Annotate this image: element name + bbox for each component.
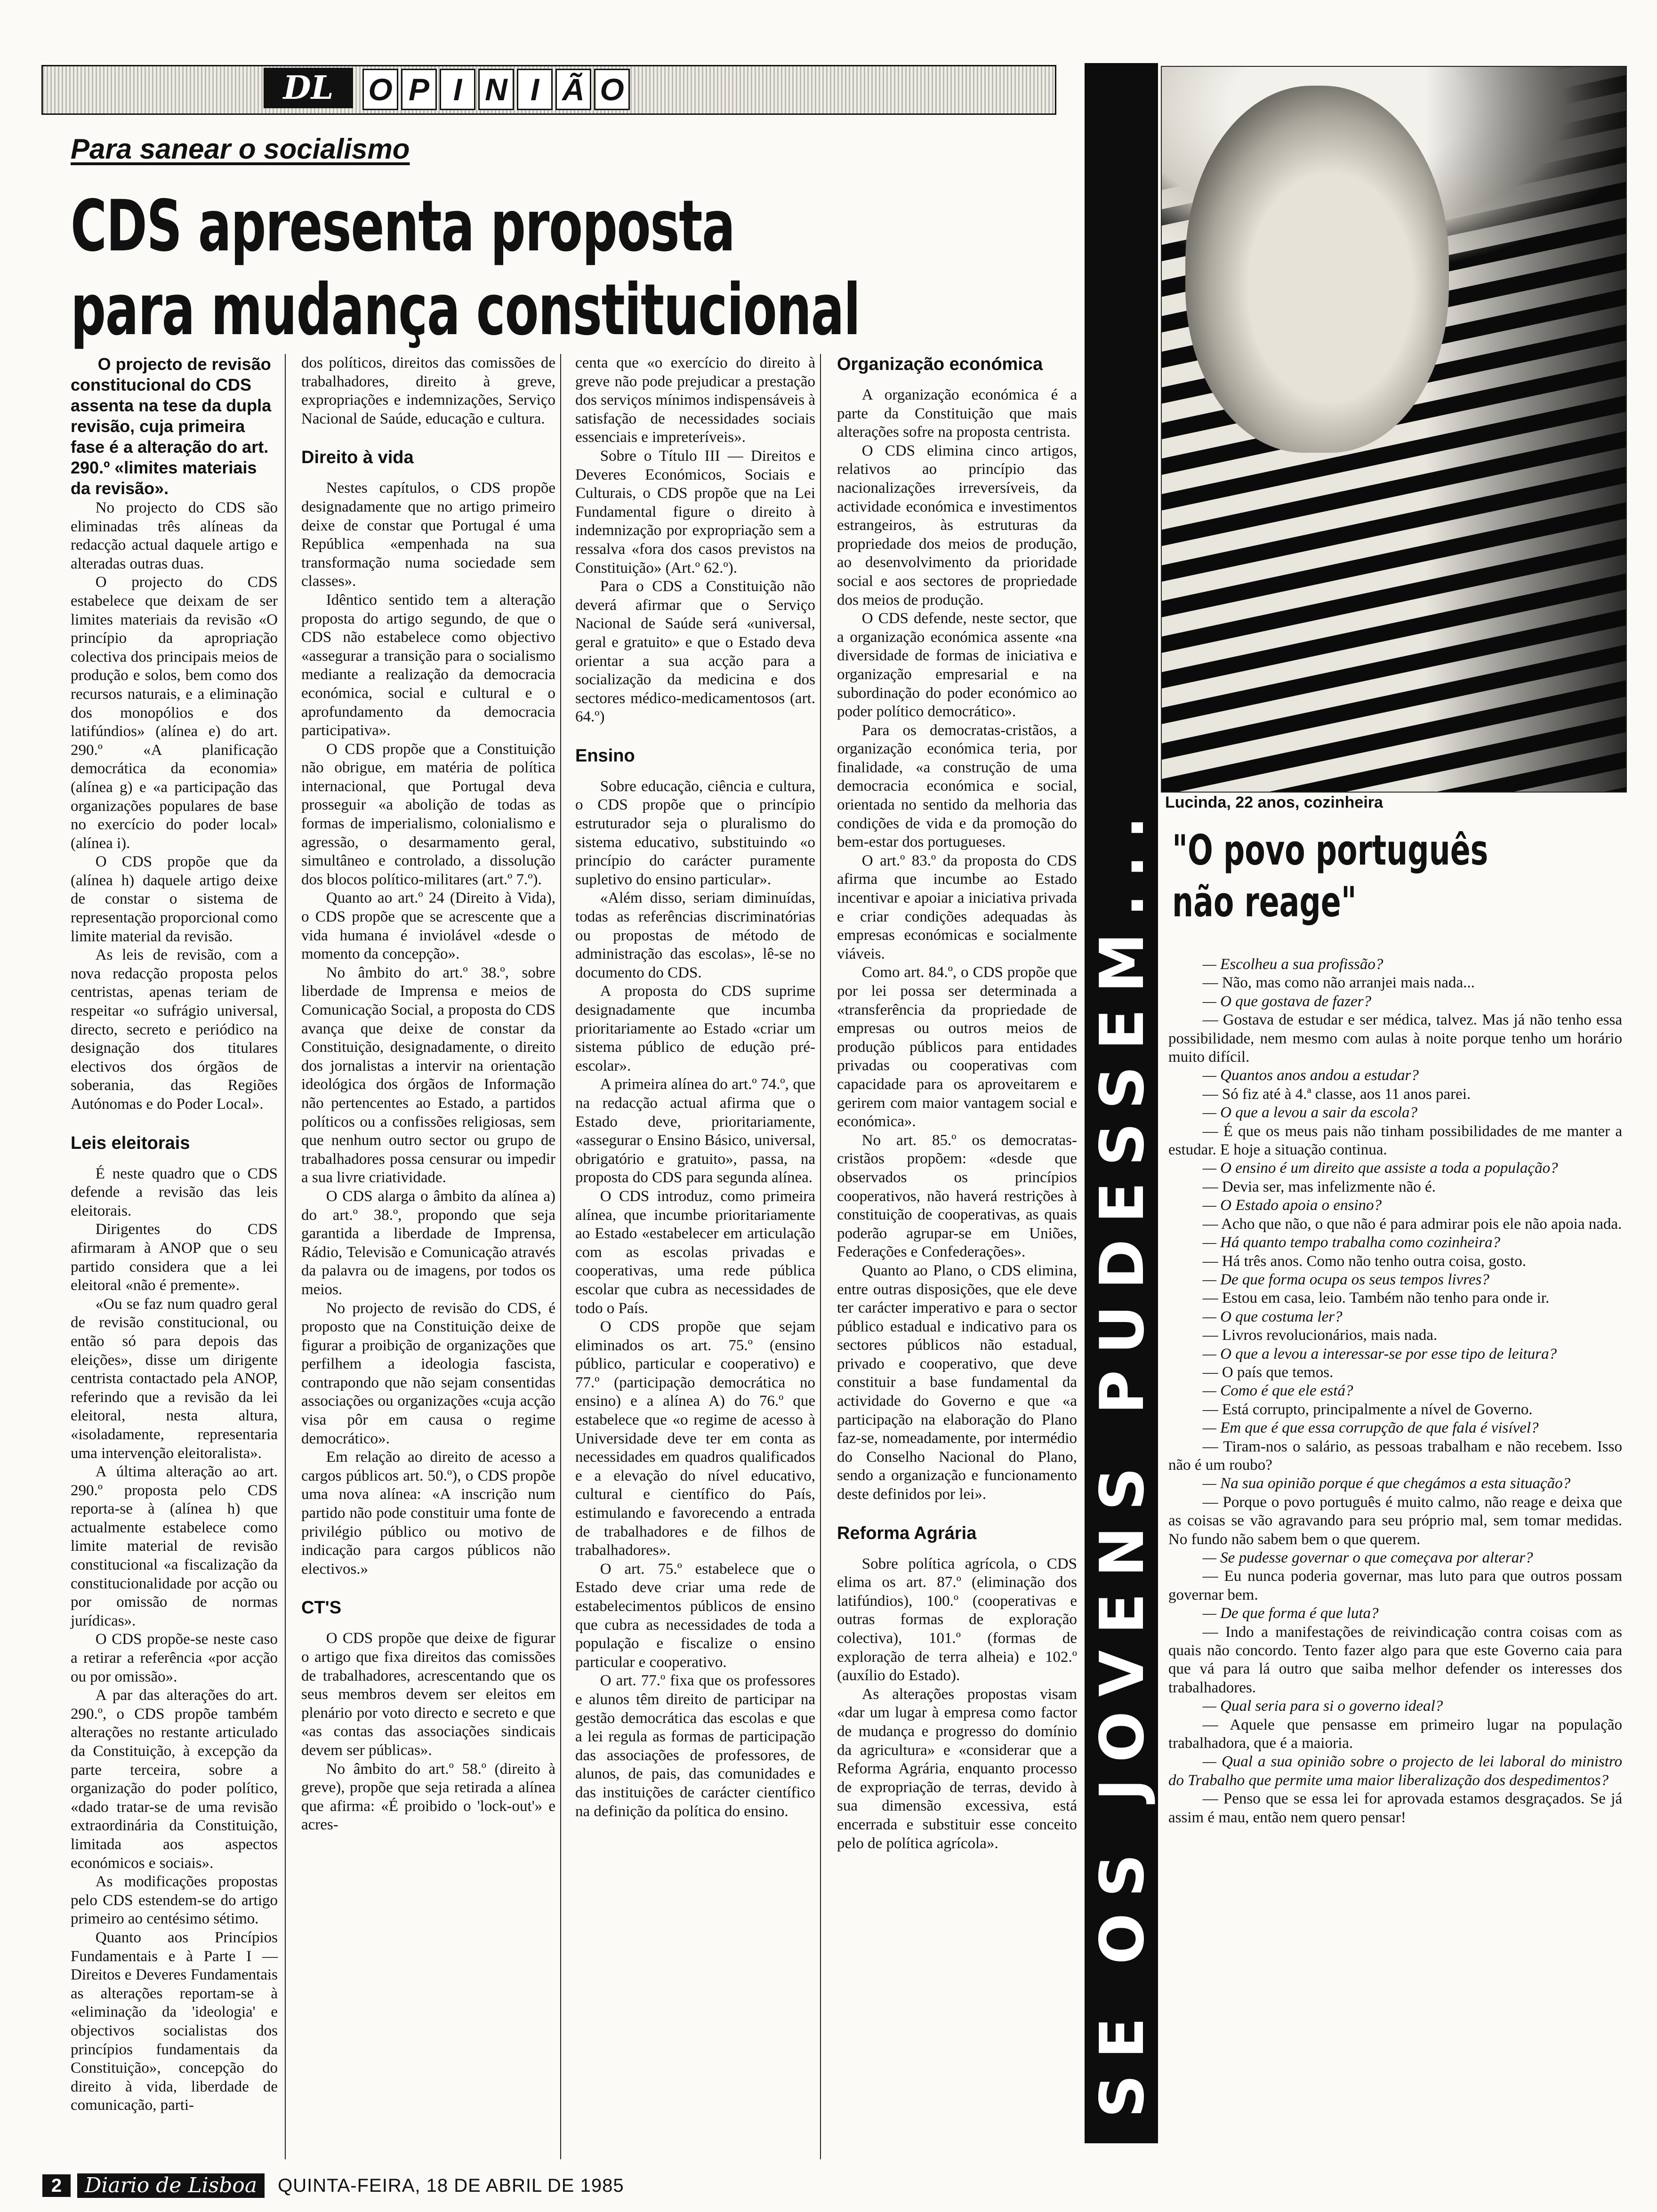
interview-answer: — É que os meus pais não tinham possibilidades de me manter a estudar. E hoje a situação continua. <box>1168 1122 1622 1159</box>
paragraph: Sobre política agrícola, o CDS elima os art. 87.º (eliminação dos latifúndios), 100.º (cooperativas e outras formas de exploração colectiva), 101.º (formas de exploração de terra alheia) e 102.º (auxílio do Estado). <box>837 1555 1077 1684</box>
paragraph: O CDS propõe que deixe de figurar o artigo que fixa direitos das comissões de trabalhadores, acrescentando que os seus membros devem ser eleitos em plenário por voto directo e secreto e que «as contas das associações sindicais devem ser públicas». <box>301 1630 555 1759</box>
section-letter: I <box>440 69 475 110</box>
section-title-opiniao <box>362 69 633 107</box>
paragraph: O CDS introduz, como primeira alínea, que incumbe prioritariamente ao Estado «estabelecer em articulação com as escolas privadas e cooperativas, uma rede pública escolar que cubra as necessidades de todo o País. <box>575 1187 815 1317</box>
portrait-photo <box>1161 66 1627 793</box>
paragraph: As alterações propostas visam «dar um lugar à empresa como factor de mudança e progresso do domínio da agricultura» e «considerar que a Reforma Agrária, enquanto processo de expropriação de terras, devido à sua dimensão excessiva, está encerrada e substituir esse conceito pelo de política agrícola». <box>837 1685 1077 1852</box>
interview-question: — Qual seria para si o governo ideal? <box>1202 1698 1443 1715</box>
interview-question: — O que costuma ler? <box>1202 1308 1343 1325</box>
section-letter: N <box>478 69 514 110</box>
paragraph: A última alteração ao art. 290.º proposta pelo CDS reporta-se à (alínea h) que actualmente estabelece como limite material de revisão constitucional «a fiscalização da constitucionalidade por acção ou por omissão de normas jurídicas». <box>71 1463 278 1629</box>
section-letter: O <box>362 69 398 110</box>
section-letter: Ã <box>555 69 591 110</box>
paragraph: Nestes capítulos, o CDS propõe designadamente que no artigo primeiro deixe de constar que Portugal é uma República «empenhada na sua transformação numa sociedade sem classes». <box>301 480 555 590</box>
headline-line-2: para mudança constitucional <box>71 269 860 351</box>
column-rule <box>560 354 561 2159</box>
interview-question: — De que forma ocupa os seus tempos livres? <box>1202 1271 1489 1288</box>
paragraph: O art. 77.º fixa que os professores e alunos têm direito de participar na gestão democrática das escolas e que a lei regula as formas de participação das associações de professores, de alunos, de pais, das comunidades e das instituições de carácter científico na definição da política do ensino. <box>575 1672 815 1820</box>
paragraph: Para o CDS a Constituição não deverá afirmar que o Serviço Nacional de Saúde será «universal, geral e gratuito» e que o Estado deva orientar a sua acção para a socialização da medicina e dos sectores médico-medicamentosos (art. 64.º) <box>575 578 815 726</box>
interview-answer: — Penso que se essa lei for aprovada estamos desgraçados. Se já assim é mau, então nem quero pensar! <box>1168 1790 1622 1826</box>
article-column-1 <box>71 354 278 2115</box>
paragraph: O CDS alarga o âmbito da alínea a) do art.º 38.º, propondo que seja garantida a liberdade de Imprensa, Rádio, Televisão e Comunicação através da palavra ou de imagens, por todos os meios. <box>301 1187 555 1298</box>
article-kicker: Para sanear o socialismo <box>71 133 410 165</box>
subheading-ensino: Ensino <box>575 745 635 766</box>
article-column-4 <box>837 354 1077 1853</box>
paragraph: «Ou se faz num quadro geral de revisão constitucional, ou então só para depois das eleições», disse um dirigente centrista contactado pela ANOP, referindo que a revisão da lei eleitoral, nesta altura, «isoladamente, representaria uma intervenção eleitoralista». <box>71 1295 278 1462</box>
paragraph: O art.º 83.º da proposta do CDS afirma que incumbe ao Estado incentivar e apoiar a iniciativa privada e criar condições adequadas às empresas económicas e socialmente viáveis. <box>837 852 1077 962</box>
paragraph: O projecto do CDS estabelece que deixam de ser limites materiais da revisão «O princípio da apropriação colectiva dos principais meios de produção e solos, bem como dos recursos naturais, e a eliminação dos monopólios e dos latifúndios» (alínea e) do art. 290.º «A planificação democrática da economia» (alínea g) e «a participação das organizações populares de base no exercício do poder local» (alínea i). <box>71 574 278 852</box>
page-footer <box>42 2173 624 2198</box>
paragraph: Sobre educação, ciência e cultura, o CDS propõe que o princípio estruturador seja o pluralismo do sistema educativo, substituindo «o princípio do carácter puramente supletivo do ensino particular». <box>575 777 815 888</box>
paragraph: Dirigentes do CDS afirmaram à ANOP que o seu partido considera que a lei eleitoral «não é premente». <box>71 1221 278 1294</box>
interview-answer: — Livros revolucionários, mais nada. <box>1202 1327 1438 1344</box>
interview-question: — Escolheu a sua profissão? <box>1202 956 1384 973</box>
paragraph: No projecto de revisão do CDS, é proposto que na Constituição deixe de figurar a proibição de organizações que perfilhem a ideologia fascista, contrapondo que não sejam consentidas associações ou organizações «cuja acção visa pôr em causa o regime democrático». <box>301 1299 555 1447</box>
paragraph: O CDS propõe que a Constituição não obrigue, em matéria de política internacional, que Portugal deva prosseguir «a abolição de todas as formas de imperialismo, colonialismo e agressão, o desarmamento geral, simultâneo e controlado, a dissolução dos blocos político-militares (art.º 7.º). <box>301 740 555 888</box>
subheading-reforma-agraria: Reforma Agrária <box>837 1523 977 1543</box>
subheading-leis-eleitorais: Leis eleitorais <box>71 1133 190 1153</box>
page-number: 2 <box>42 2174 71 2197</box>
interview-answer: — O país que temos. <box>1202 1363 1334 1381</box>
interview-question: — O Estado apoia o ensino? <box>1202 1197 1382 1214</box>
interview-question: — Quantos anos andou a estudar? <box>1202 1067 1419 1084</box>
column-rule <box>285 354 286 2159</box>
article-column-3 <box>575 354 815 1821</box>
interview-text <box>1168 955 1622 1827</box>
section-letter: I <box>517 69 553 110</box>
interview-question: — Em que é que essa corrupção de que fala é visível? <box>1202 1419 1539 1437</box>
photo-caption: Lucinda, 22 anos, cozinheira <box>1165 793 1383 811</box>
interview-question: — O que gostava de fazer? <box>1202 993 1371 1010</box>
interview-question: — O ensino é um direito que assiste a toda a população? <box>1202 1160 1558 1177</box>
interview-answer: — Está corrupto, principalmente a nível de Governo. <box>1202 1401 1533 1418</box>
newspaper-logo: DL <box>264 68 353 108</box>
photo-face <box>1185 86 1449 453</box>
subheading-cts: CT'S <box>301 1598 342 1618</box>
paragraph: A proposta do CDS suprime designadamente que incumba prioritariamente ao Estado «criar um sistema público de edução pré-escolar». <box>575 983 815 1074</box>
quote-line-2: não reage" <box>1172 878 1357 926</box>
paragraph: A organização económica é a parte da Constituição que mais alterações sofre na proposta centrista. <box>837 386 1077 441</box>
interview-question: — O que a levou a interessar-se por esse tipo de leitura? <box>1202 1345 1557 1362</box>
interview-answer: — Gostava de estudar e ser médica, talvez. Mas já não tenho essa possibilidade, nem mesmo com aulas à noite porque tenho um horário muito difícil. <box>1168 1011 1622 1066</box>
interview-answer: — Não, mas como não arranjei mais nada... <box>1202 974 1475 992</box>
interview-answer: — Acho que não, o que não é para admirar pois ele não apoia nada. <box>1202 1215 1622 1233</box>
photo-shadow <box>1425 67 1626 792</box>
paragraph: Idêntico sentido tem a alteração proposta do artigo segundo, de que o CDS não estabelece como objectivo «assegurar a transição para o socialismo mediante a realização da democracia económica, social e cultural e o aprofundamento da democracia participativa». <box>301 591 555 739</box>
paragraph: Quanto ao Plano, o CDS elimina, entre outras disposições, que ele deve ter carácter imperativo e para o sector público estadual e indicativo para os sectores públicos não estadual, privado e cooperativo, que deve constituir a base fundamental da actividade do Governo e que «a participação na elaboração do Plano faz-se, nomeadamente, por intermédio do Conselho Nacional do Plano, sendo a organização e funcionamento deste definidos por lei». <box>837 1262 1077 1503</box>
section-letter: P <box>401 69 437 110</box>
quote-line-1: "O povo português <box>1172 826 1488 874</box>
interview-answer: — Porque o povo português é muito calmo, não reage e deixa que as coisas se vão agravando para seu próprio mal, sem tomar medidas. No fundo não sabem bem o que querem. <box>1168 1493 1622 1548</box>
newspaper-name: Diario de Lisboa <box>77 2173 265 2198</box>
paragraph: No projecto do CDS são eliminadas três alíneas da redacção actual daquele artigo e alteradas outras duas. <box>71 499 278 572</box>
paragraph: O CDS propõe que da (alínea h) daquele artigo deixe de constar o sistema de representação proporcional como limite material da revisão. <box>71 853 278 945</box>
interview-question: — Há quanto tempo trabalha como cozinheira? <box>1202 1234 1501 1251</box>
paragraph: Como art. 84.º, o CDS propõe que por lei possa ser determinada a «transferência da propriedade de empresas ou outros meios de produção públicos para entidades privadas ou cooperativas com capacidade para os aproveitarem e gerirem com maior vantagem social e económica». <box>837 964 1077 1130</box>
paragraph: Em relação ao direito de acesso a cargos públicos art. 50.º), o CDS propõe uma nova alínea: «A inscrição num partido não pode constituir uma fonte de privilégio público ou motivo de indicação para cargos públicos não electivos.» <box>301 1449 555 1578</box>
interview-question: — Na sua opinião porque é que chegámos a esta situação? <box>1202 1475 1571 1492</box>
headline-line-1: CDS apresenta proposta <box>71 185 735 267</box>
interview-answer: — Eu nunca poderia governar, mas luto para que outros possam governar bem. <box>1168 1568 1622 1603</box>
paragraph: A primeira alínea do art.º 74.º, que na redacção actual afirma que o Estado deve, prioritariamente, «assegurar o Ensino Básico, universal, obrigatório e gratuito», passa, na proposta do CDS para segunda alínea. <box>575 1076 815 1186</box>
column-rule <box>820 354 821 2159</box>
interview-answer: — Aquele que pensasse em primeiro lugar na população trabalhadora, que é a maioria. <box>1168 1716 1622 1752</box>
interview-question: — Se pudesse governar o que começava por alterar? <box>1202 1549 1533 1566</box>
paragraph: O CDS propõe que sejam eliminados os art. 75.º (ensino público, particular e cooperativo) e 77.º (participação democrática no ensino) e a alínea A) do 76.º que estabelece que «o regime de acesso à Universidade deve ter em conta as necessidades em quadros qualificados e a elevação do nível educativo, cultural e científico do País, estimulando e favorecendo a entrada de trabalhadores e de filhos de trabalhadores». <box>575 1318 815 1559</box>
article-headline <box>71 184 860 352</box>
paragraph: As leis de revisão, com a nova redacção proposta pelos centristas, apenas teriam de respeitar «o sufrágio universal, directo, secreto e periódico na designação dos titulares electivos dos órgãos de soberania, das Regiões Autónomas e do Poder Local». <box>71 946 278 1113</box>
issue-date: QUINTA-FEIRA, 18 DE ABRIL DE 1985 <box>278 2175 624 2196</box>
paragraph: O CDS elimina cinco artigos, relativos ao princípio das nacionalizações irreversíveis, da actividade económica e investimentos estrangeiros, às estruturas da propriedade dos meios de produção, ao desenvolvimento da prioridade social e aos sectores de propriedade dos meios de produção. <box>837 442 1077 609</box>
paragraph: centa que «o exercício do direito à greve não pode prejudicar a prestação dos serviços mínimos indispensáveis à satisfação de necessidades sociais essenciais e impreteríveis». <box>575 354 815 446</box>
interview-answer: — Só fiz até à 4.ª classe, aos 11 anos parei. <box>1202 1085 1471 1103</box>
paragraph: As modificações propostas pelo CDS estendem-se do artigo primeiro ao centésimo sétimo. <box>71 1873 278 1928</box>
paragraph: «Além disso, seriam diminuídas, todas as referências discriminatórias ou propostas de método de administração das escolas», lê-se no documento do CDS. <box>575 890 815 981</box>
interview-answer: — Estou em casa, leio. Também não tenho para onde ir. <box>1202 1290 1550 1307</box>
vertical-section-title: SE OS JOVENS PUDESSEM... <box>1087 800 1158 2118</box>
paragraph: Sobre o Título III — Direitos e Deveres Económicos, Sociais e Culturais, o CDS propõe que na Lei Fundamental figure o direito à indemnização por expropriação sem a ressalva «fora dos casos previstos na Constituição» (Art.º 62.º). <box>575 447 815 577</box>
section-letter: O <box>594 69 630 110</box>
interview-question: — Qual a sua opinião sobre o projecto de lei laboral do ministro do Trabalho que permite uma maior liberalização dos despedimentos? <box>1168 1753 1622 1789</box>
paragraph: A par das alterações do art. 290.º, o CDS propõe também alterações no restante articulado da Constituição, à excepção da parte terceira, sobre a organização do poder político, «dado tratar-se de uma revisão extraordinária da Constituição, limitada aos aspectos económicos e sociais». <box>71 1687 278 1872</box>
paragraph: O CDS defende, neste sector, que a organização económica assente «na diversidade de formas de iniciativa e organização empresarial e na subordinação do poder económico ao poder político democrático». <box>837 610 1077 721</box>
paragraph: dos políticos, direitos das comissões de trabalhadores, direito à greve, expropriações e indemnizações, Serviço Nacional de Saúde, educação e cultura. <box>301 354 555 427</box>
interview-answer: — Devia ser, mas infelizmente não é. <box>1202 1178 1436 1195</box>
paragraph: Quanto aos Princípios Fundamentais e à Parte I — Direitos e Deveres Fundamentais as alterações reportam-se à «eliminação da 'ideologia' e objectivos socialistas dos princípios fundamentais da Constituição», concepção do direito à vida, liberdade de comunicação, parti- <box>71 1929 278 2114</box>
interview-question: — O que a levou a sair da escola? <box>1202 1104 1418 1122</box>
subheading-organizacao-economica: Organização económica <box>837 354 1043 374</box>
paragraph: O CDS propõe-se neste caso a retirar a referência «por acção ou por omissão». <box>71 1631 278 1685</box>
sidebar-quote-headline <box>1172 825 1497 928</box>
paragraph: O art. 75.º estabelece que o Estado deve criar uma rede de estabelecimentos públicos de ensino que cubra as necessidades de toda a população e fiscalize o ensino particular e cooperativo. <box>575 1560 815 1671</box>
paragraph: Para os democratas-cristãos, a organização económica teria, por finalidade, «a construção de uma democracia económica e social, orientada no sentido da melhoria das condições de vida e da promoção do bem-estar dos portugueses. <box>837 721 1077 851</box>
paragraph: No âmbito do art.º 58.º (direito à greve), propõe que seja retirada a alínea que afirma: «É proibido o 'lock-out'» e acres- <box>301 1760 555 1834</box>
paragraph: É neste quadro que o CDS defende a revisão das leis eleitorais. <box>71 1165 278 1219</box>
subheading-direito-a-vida: Direito à vida <box>301 448 414 468</box>
interview-answer: — Indo a manifestações de reivindicação contra coisas com as quais não concordo. Tento fazer algo para que este Governo caia para que vá para lá outro que saiba melhor defender os interesses dos trabalhadores. <box>1168 1623 1622 1696</box>
paragraph: Quanto ao art.º 24 (Direito à Vida), o CDS propõe que se acrescente que a vida humana é inviolável «desde o momento da concepção». <box>301 890 555 963</box>
article-column-2 <box>301 354 555 1835</box>
paragraph: No art. 85.º os democratas-cristãos propõem: «desde que observados os princípios cooperativos, não haverá restrições à constituição de cooperativas, as quais poderão agrupar-se em Uniões, Federações e Confederações». <box>837 1131 1077 1261</box>
interview-question: — Como é que ele está? <box>1202 1382 1353 1400</box>
interview-answer: — Há três anos. Como não tenho outra coisa, gosto. <box>1202 1252 1526 1270</box>
article-lead: O projecto de revisão constitucional do CDS assenta na tese da dupla revisão, cuja primeira fase é a alteração do art. 290.º «limites materiais da revisão». <box>71 354 272 498</box>
interview-question: — De que forma é que luta? <box>1202 1605 1379 1622</box>
paragraph: No âmbito do art.º 38.º, sobre liberdade de Imprensa e meios de Comunicação Social, a proposta do CDS avança que deixe de constar da Constituição, designadamente, o direito dos jornalistas a intervir na orientação ideológica dos órgãos de Informação não pertencentes ao Estado, a partidos políticos ou a confissões religiosas, sem que nenhum outro sector ou grupo de trabalhadores possa censurar ou impedir a sua livre criatividade. <box>301 964 555 1186</box>
interview-answer: — Tiram-nos o salário, as pessoas trabalham e não recebem. Isso não é um roubo? <box>1168 1438 1622 1474</box>
